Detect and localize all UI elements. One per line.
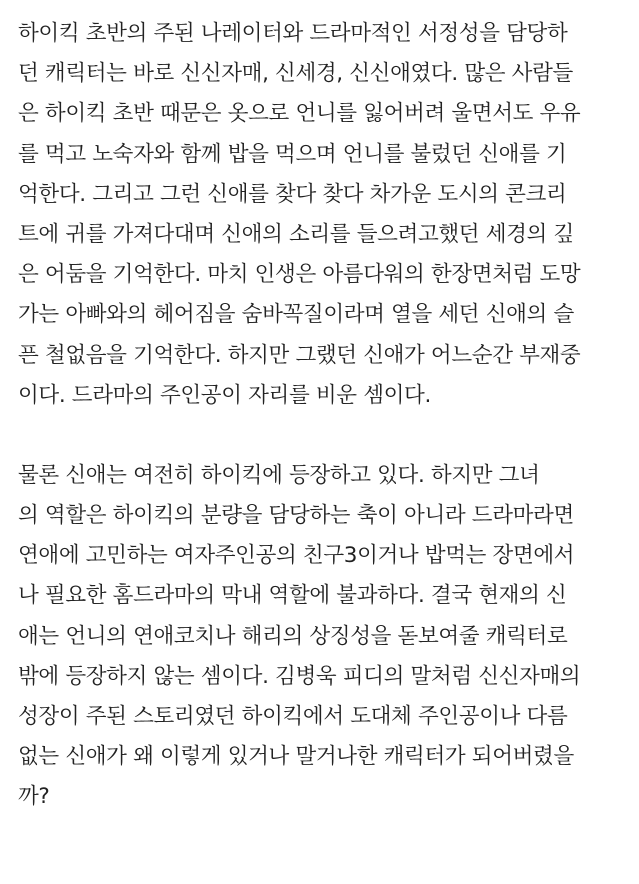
text-line: 은 어둠을 기억한다. 마치 인생은 아름다워의 한장면처럼 도망 xyxy=(18,262,581,288)
text-line: 연애에 고민하는 여자주인공의 친구3이거나 밥먹는 장면에서 xyxy=(18,543,575,569)
text-line: 픈 철없음을 기억한다. 하지만 그랬던 신애가 어느순간 부재중 xyxy=(18,342,581,368)
text-line: 은 하이킥 초반 때문은 옷으로 언니를 잃어버려 울면서도 우유 xyxy=(18,101,581,127)
text-line: 이다. 드라마의 주인공이 자리를 비운 셈이다. xyxy=(18,382,431,408)
text-line: 던 캐릭터는 바로 신신자매, 신세경, 신신애였다. 많은 사람들 xyxy=(18,61,573,87)
text-line: 트에 귀를 가져다대며 신애의 소리를 들으려고했던 세경의 깊 xyxy=(18,221,574,247)
article-body xyxy=(18,0,633,818)
text-line: 밖에 등장하지 않는 셈이다. 김병욱 피디의 말처럼 신신자매의 xyxy=(18,663,581,689)
text-line: 애는 언니의 연애코치나 해리의 상징성을 돋보여줄 캐릭터로 xyxy=(18,623,568,649)
text-line: 의 역할은 하이킥의 분량을 담당하는 축이 아니라 드라마라면 xyxy=(18,503,574,529)
text-line: 억한다. 그리고 그런 신애를 찾다 찾다 차가운 도시의 콘크리 xyxy=(18,181,567,207)
paragraph-2 xyxy=(18,456,633,818)
text-line: 물론 신애는 여전히 하이킥에 등장하고 있다. 하지만 그녀 xyxy=(18,462,540,488)
text-line: 까? xyxy=(18,784,50,810)
paragraph-1 xyxy=(18,0,633,416)
text-line: 성장이 주된 스토리였던 하이킥에서 도대체 주인공이나 다름 xyxy=(18,704,568,729)
text-line: 나 필요한 홈드라마의 막내 역할에 불과하다. 결국 현재의 신 xyxy=(18,583,567,609)
text-line: 를 먹고 노숙자와 함께 밥을 먹으며 언니를 불렀던 신애를 기 xyxy=(18,141,567,167)
paragraph-gap xyxy=(18,416,633,456)
text-line: 하이킥 초반의 주된 나레이터와 드라마적인 서정성을 담당하 xyxy=(18,21,568,46)
text-line: 없는 신애가 왜 이렇게 있거나 말거나한 캐릭터가 되어버렸을 xyxy=(18,744,574,770)
text-line: 가는 아빠와의 헤어짐을 숨바꼭질이라며 열을 세던 신애의 슬 xyxy=(18,302,574,328)
